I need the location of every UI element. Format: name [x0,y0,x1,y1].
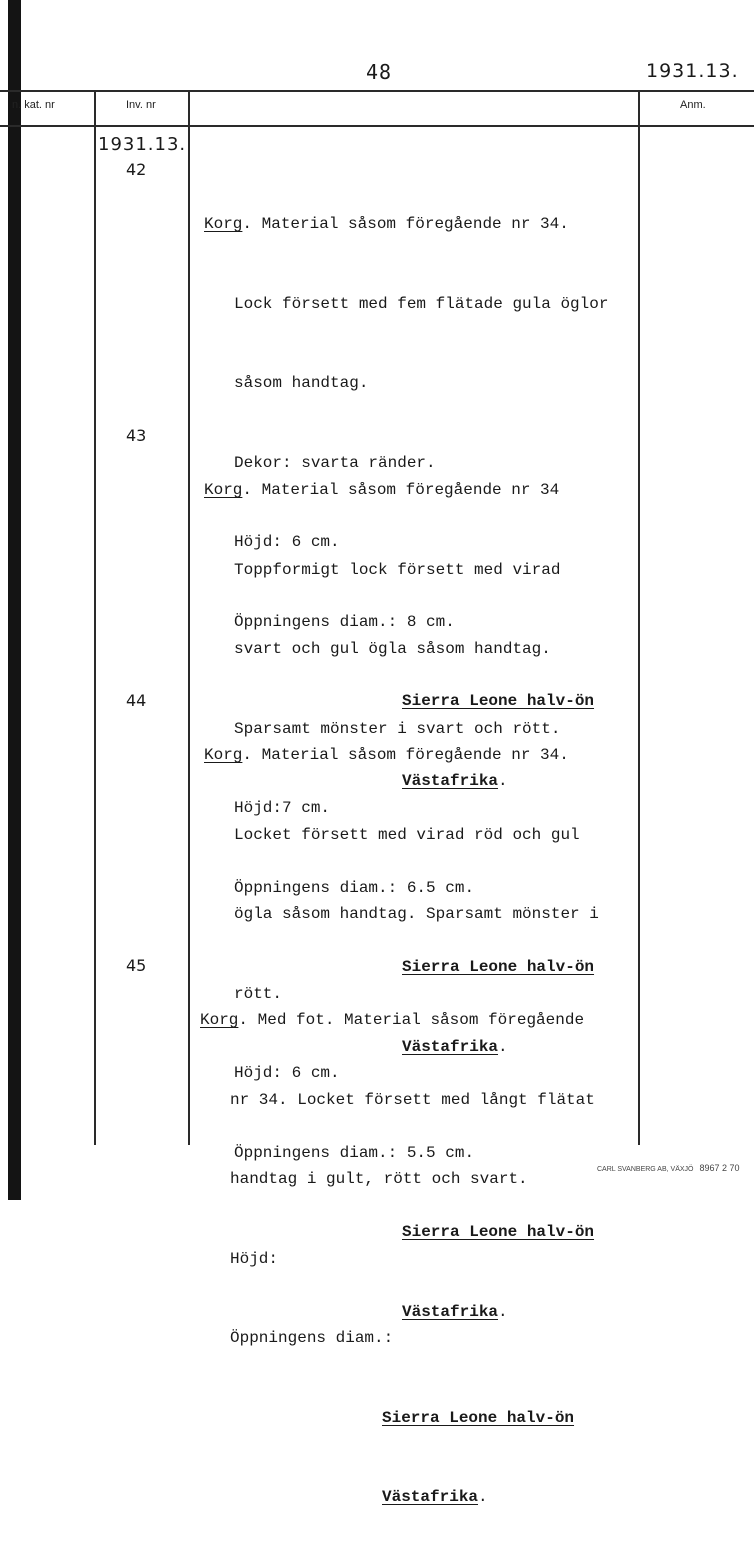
entry-line: Höjd: 6 cm. [234,1064,340,1082]
column-header-anm: Anm. [680,99,706,111]
printer-footer [597,1163,740,1173]
entry-line: ögla såsom handtag. Sparsamt mönster i [234,905,599,923]
entry-first-rest: . Med fot. Material såsom föregående [238,1011,585,1029]
entry-place: Sierra Leone halv-ön [402,692,595,710]
entry-line: Toppformigt lock försett med virad [234,560,561,579]
entry-region: Västafrika [382,1488,479,1506]
column-divider-2 [188,90,190,1145]
entry-line: såsom handtag. [234,374,369,392]
catalog-entry: Korg. Med fot. Material såsom föregående nr 34. Locket försett med långt flätat handtag i gult, rött och svart. Höjd: Öppningens diam.: Sierra Leone halv-ön Västafrika. [200,954,595,1564]
entry-title: Korg [204,215,243,233]
entry-first-rest: . Material såsom föregående nr 34. [242,215,569,233]
entry-title: Korg [204,481,243,499]
entry-first-line [204,477,594,504]
catalog-entry: Korg. Material såsom föregående nr 34. Lock försett med fem flätade gula öglor såsom handtag. Dekor: svarta ränder. Höjd: 6 cm. Öppningens diam.: 8 cm. Sierra Leone halv-ön Västafrika. [204,158,608,847]
entry-line: rött. [234,984,283,1003]
entry-region: Västafrika [402,771,499,790]
catalog-entry: Korg. Material såsom föregående nr 34 Toppformigt lock försett med virad svart och gul ögla såsom handtag. Sparsamt mönster i svart och rött. Höjd:7 cm. Öppningens diam.: 6.5 cm. Sierra Leone halv-ön Västafrika. [204,424,594,1113]
header-year: 1931.13. [646,60,739,82]
entry-first-line [204,742,599,769]
entry-place: Sierra Leone halv-ön [382,1408,575,1427]
inventory-number: 45 [126,956,147,975]
entry-line: Dekor: svarta ränder. [234,453,436,472]
catalog-entry: Korg. Material såsom föregående nr 34. Locket försett med virad röd och gul ögla såsom handtag. Sparsamt mönster i rött. Höjd: 6 cm. Öppningens diam.: 5.5 cm. Sierra Leone halv-ön Västafrika. [204,689,599,1378]
entry-line: handtag i gult, rött och svart. [230,1170,528,1188]
entry-line: Öppningens diam.: 5.5 cm. [234,1143,475,1162]
entry-line: Höjd: 6 cm. [234,533,340,551]
entry-first-rest: . Material såsom föregående nr 34 [242,481,560,499]
entry-title: Korg [204,746,243,764]
entry-line: Höjd:7 cm. [234,799,331,817]
entry-first-line [200,1007,595,1034]
header-bottom-rule [0,125,754,127]
inventory-number: 44 [126,691,147,710]
entry-line: Höjd: [230,1249,279,1268]
scan-edge-bar [8,0,21,1200]
printer-name: CARL SVANBERG AB, VÄXJÖ [597,1166,694,1173]
entry-place: Sierra Leone halv-ön [402,1223,595,1241]
entry-line: Öppningens diam.: [230,1329,394,1347]
register-year: 1931.13. [98,134,187,155]
entry-title: Korg [200,1011,239,1029]
entry-line: Öppningens diam.: 6.5 cm. [234,878,475,897]
entry-place: Sierra Leone halv-ön [402,958,595,976]
entry-line: svart och gul ögla såsom handtag. [234,640,551,658]
entry-region: Västafrika [402,1037,499,1056]
entry-line: Lock försett med fem flätade gula öglor [234,294,609,313]
page-number: 48 [366,60,393,84]
entry-line: Locket försett med virad röd och gul [234,825,580,844]
column-header-kat-nr: n. kat. nr [12,99,55,111]
entry-region: Västafrika [402,1302,499,1321]
header-top-rule [0,90,754,92]
entry-line: nr 34. Locket försett med långt flätat [230,1090,595,1109]
column-divider-3 [638,90,640,1145]
inventory-number: 42 [126,160,147,179]
entry-first-rest: . Material såsom föregående nr 34. [242,746,569,764]
column-header-inv-nr: Inv. nr [126,99,156,111]
entry-line: Öppningens diam.: 8 cm. [234,612,455,631]
entry-first-line [204,211,608,238]
form-code: 8967 2 70 [699,1163,740,1173]
entry-line: Sparsamt mönster i svart och rött. [234,719,561,738]
column-divider-1 [94,90,96,1145]
inventory-number: 43 [126,426,147,445]
